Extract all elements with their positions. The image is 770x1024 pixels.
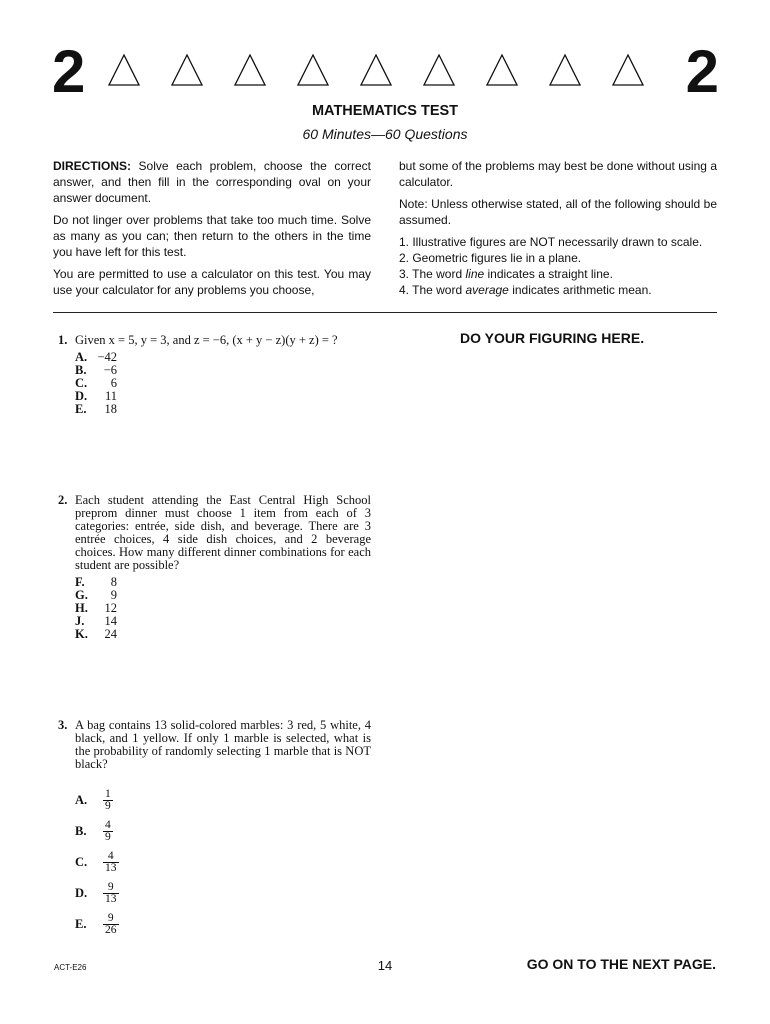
question-number: 1. bbox=[58, 333, 68, 347]
answer-option[interactable]: B. −6 bbox=[75, 363, 117, 377]
triangle-icon bbox=[234, 54, 266, 86]
triangle-icon bbox=[612, 54, 644, 86]
question-2 bbox=[58, 494, 371, 641]
page-number: 14 bbox=[377, 958, 393, 973]
question-text: A bag contains 13 solid-colored marbles: 3 red, 5 white, 4 black, and 1 yellow. If only 1 marble is selected, what is the probability of randomly selecting 1 marble that is NOT black? bbox=[75, 718, 371, 771]
note-item: 4. The word average indicates arithmetic mean. bbox=[399, 283, 652, 297]
directions-paragraph-4: but some of the problems may best be done without using a calculator. bbox=[399, 159, 717, 189]
answer-option[interactable]: B. $\frac{4}{9}$ bbox=[75, 819, 111, 843]
answer-option[interactable]: E. 18 bbox=[75, 402, 117, 416]
question-1 bbox=[58, 334, 371, 416]
answer-option[interactable]: A. −42 bbox=[75, 350, 117, 364]
directions-paragraph-1: DIRECTIONS: Solve each problem, choose the correct answer, and then fill in the corresponding oval on your answer document. bbox=[53, 159, 371, 205]
fraction: $\frac{4}{13}$ bbox=[105, 850, 117, 874]
triangle-icon bbox=[360, 54, 392, 86]
answer-option[interactable]: G. 9 bbox=[75, 588, 117, 602]
directions-right-column bbox=[399, 158, 717, 298]
notes-list bbox=[399, 234, 717, 298]
directions-note: Note: Unless otherwise stated, all of the following should be assumed. bbox=[399, 197, 717, 227]
answer-option[interactable]: F. 8 bbox=[75, 575, 117, 589]
answer-option[interactable]: C. 6 bbox=[75, 376, 117, 390]
answer-option[interactable]: D. 11 bbox=[75, 389, 117, 403]
directions-left-column bbox=[53, 158, 371, 304]
question-number: 3. bbox=[58, 718, 68, 732]
question-number: 2. bbox=[58, 493, 68, 507]
answer-options bbox=[75, 785, 371, 940]
test-subtitle: 60 Minutes—60 Questions bbox=[302, 126, 468, 142]
fraction: $\frac{4}{9}$ bbox=[105, 819, 111, 843]
answer-option[interactable]: K. 24 bbox=[75, 627, 117, 641]
answer-option[interactable]: A. $\frac{1}{9}$ bbox=[75, 788, 111, 812]
next-page-note: GO ON TO THE NEXT PAGE. bbox=[526, 956, 716, 972]
section-divider bbox=[53, 312, 717, 313]
directions-paragraph-3: You are permitted to use a calculator on this test. You may use your calculator for any problems you choose, bbox=[53, 267, 371, 297]
form-code: ACT-E26 bbox=[54, 963, 87, 972]
answer-options bbox=[75, 351, 371, 416]
fraction: $\frac{9}{13}$ bbox=[105, 881, 117, 905]
answer-option[interactable]: J. 14 bbox=[75, 614, 117, 628]
question-3 bbox=[58, 719, 371, 940]
answer-option[interactable]: C. $\frac{4}{13}$ bbox=[75, 850, 117, 874]
question-text: Given x = 5, y = 3, and z = −6, (x + y − z)(y + z) = ? bbox=[75, 333, 338, 347]
question-text: Each student attending the East Central High School preprom dinner must choose 1 item from each of 3 categories: entrée, side dish, and beverage. There are 3 entrée choices, 4 side dish choices, and 2 beverage choices. How many different dinner combinations for each student are possible? bbox=[75, 493, 371, 572]
section-number-right: 2 bbox=[685, 38, 718, 105]
answer-option[interactable]: E. $\frac{9}{26}$ bbox=[75, 912, 117, 936]
fraction: $\frac{9}{26}$ bbox=[105, 912, 117, 936]
triangle-icon bbox=[549, 54, 581, 86]
answer-option[interactable]: H. 12 bbox=[75, 601, 117, 615]
directions-lead: DIRECTIONS: bbox=[53, 159, 131, 173]
triangle-icon bbox=[297, 54, 329, 86]
figuring-label: DO YOUR FIGURING HERE. bbox=[460, 330, 645, 346]
directions-paragraph-2: Do not linger over problems that take too much time. Solve as many as you can; then return to the others in the time you have left for this test. bbox=[53, 213, 371, 259]
triangle-icon bbox=[171, 54, 203, 86]
triangle-row bbox=[108, 54, 668, 88]
triangle-icon bbox=[423, 54, 455, 86]
answer-options bbox=[75, 576, 371, 641]
note-item: 2. Geometric figures lie in a plane. bbox=[399, 251, 582, 265]
answer-option[interactable]: D. $\frac{9}{13}$ bbox=[75, 881, 117, 905]
test-title: MATHEMATICS TEST bbox=[311, 103, 459, 119]
section-number-left: 2 bbox=[52, 38, 85, 105]
note-item: 3. The word line indicates a straight line. bbox=[399, 267, 613, 281]
fraction: $\frac{1}{9}$ bbox=[105, 788, 111, 812]
note-item: 1. Illustrative figures are NOT necessarily drawn to scale. bbox=[399, 235, 703, 249]
triangle-icon bbox=[108, 54, 140, 86]
triangle-icon bbox=[486, 54, 518, 86]
